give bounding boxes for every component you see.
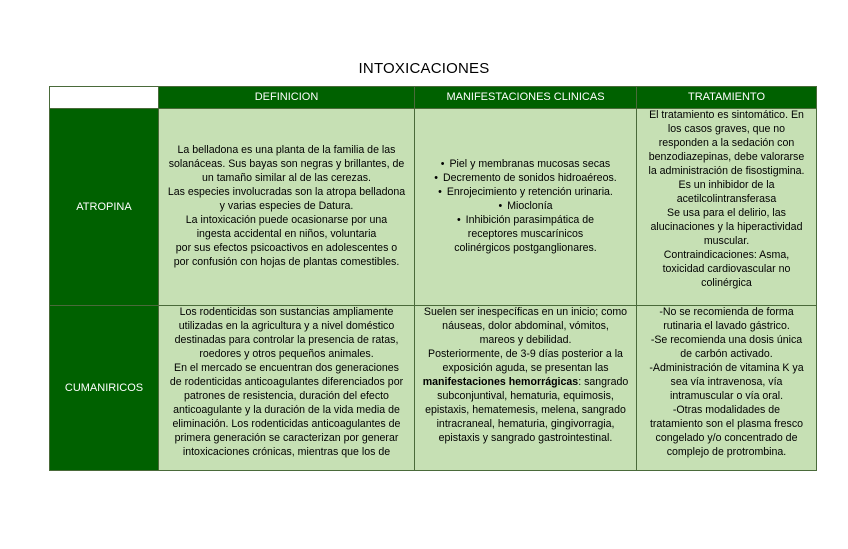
atropina-manifestaciones-list — [418, 158, 633, 256]
atropina-tratamiento-line: Contraindicaciones: Asma, — [663, 248, 790, 261]
cumaniricos-manifestaciones-line: epistaxis, hematemesis, melena, sangrado — [425, 403, 626, 416]
atropina-definicion-line: ingesta accidental en niños, voluntaria — [196, 227, 377, 240]
cumaniricos-manifestaciones-line: mareos y debilidad. — [479, 333, 572, 346]
atropina-definicion-line: Las especies involucradas son la atropa belladona — [167, 186, 406, 199]
bullet-icon: • — [498, 200, 503, 213]
header-manifestaciones: MANIFESTACIONES CLINICAS — [415, 87, 637, 109]
atropina-definicion-line: un tamaño similar al de las cerezas. — [202, 172, 371, 185]
cumaniricos-definicion-line: de rodenticidas anticoagulantes diferenciados por — [169, 375, 404, 388]
cumaniricos-tratamiento-line: de carbón activado. — [680, 347, 773, 360]
atropina-tratamiento-line: alucinaciones y la hiperactividad — [650, 220, 803, 233]
cumaniricos-manifestaciones-line: subconjuntival, hematuria, equimosis, — [437, 389, 614, 402]
cumaniricos-tratamiento-line: -No se recomienda de forma — [659, 306, 794, 318]
cumaniricos-tratamiento-line: sea vía intravenosa, vía — [670, 375, 783, 388]
row-label-cumaniricos: CUMANIRICOS — [50, 306, 159, 471]
atropina-tratamiento-line: toxicidad cardiovascular no — [662, 262, 791, 275]
atropina-tratamiento-line: El tratamiento es sintomático. En — [649, 109, 804, 121]
atropina-definicion-line: La intoxicación puede ocasionarse por una — [185, 213, 388, 226]
cumaniricos-definicion-cell — [159, 306, 415, 471]
list-item-text: Decremento de sonidos hidroaéreos. — [442, 172, 617, 185]
bullet-icon: • — [438, 186, 442, 199]
atropina-tratamiento-line: los casos graves, que no — [667, 122, 786, 135]
cumaniricos-definicion-line: utilizadas en la agricultura y a nivel doméstico — [178, 319, 395, 332]
bullet-icon: • — [434, 172, 438, 185]
page-title: INTOXICACIONES — [358, 60, 490, 77]
table-row-atropina — [50, 109, 817, 306]
cumaniricos-definicion-line: destinadas para controlar la presencia de ratas, — [174, 333, 399, 346]
cumaniricos-tratamiento-line: -Administración de vitamina K ya — [649, 361, 804, 374]
list-item — [418, 186, 633, 200]
cumaniricos-tratamiento-line: complejo de protrombina. — [666, 445, 787, 458]
cumaniricos-tratamiento-line: -Se recomienda una dosis única — [650, 333, 803, 346]
cumaniricos-manifestaciones-line: intracraneal, hematuria, gingivorragia, — [436, 417, 615, 430]
cumaniricos-definicion-line: anticoagulante y la duración de la vida media de — [173, 403, 400, 416]
atropina-tratamiento-line: la administración de fisostigmina. — [648, 164, 805, 177]
header-tratamiento: TRATAMIENTO — [637, 87, 817, 109]
atropina-tratamiento-line: Es un inhibidor de la — [678, 178, 775, 191]
list-item — [418, 158, 633, 172]
cumaniricos-definicion-line: En el mercado se encuentran dos generaciones — [174, 361, 399, 374]
list-item-text: Enrojecimiento y retención urinaria. — [446, 186, 613, 199]
cumaniricos-definicion-line: Los rodenticidas son sustancias ampliamente — [179, 306, 394, 318]
cumaniricos-manifestaciones-bold-line — [418, 376, 633, 390]
atropina-tratamiento-line: muscular. — [703, 234, 750, 247]
cumaniricos-definicion-line: primera generación se caracterizan por generar — [174, 431, 399, 444]
atropina-tratamiento-cell — [637, 109, 817, 306]
list-item — [418, 172, 633, 186]
cumaniricos-manifestaciones-line: náuseas, dolor abdominal, vómitos, — [442, 319, 609, 332]
list-item-text: Piel y membranas mucosas secas — [449, 158, 611, 171]
cumaniricos-tratamiento-line: intramuscular o vía oral. — [669, 389, 784, 402]
header-definicion: DEFINICION — [159, 87, 415, 109]
bold-term: manifestaciones hemorrágicas — [422, 375, 579, 388]
list-item — [418, 214, 633, 256]
atropina-definicion-cell — [159, 109, 415, 306]
header-blank-cell — [50, 87, 159, 109]
atropina-definicion-line: solanáceas. Sus bayas son negras y brillantes, de — [168, 158, 405, 171]
cumaniricos-tratamiento-line: -Otras modalidades de — [672, 403, 781, 416]
cumaniricos-tratamiento-line: rutinaria el lavado gástrico. — [663, 319, 790, 332]
atropina-tratamiento-line: colinérgica — [701, 276, 752, 289]
atropina-tratamiento-line: benzodiazepinas, debe valorarse — [648, 150, 805, 163]
cumaniricos-definicion-line: eliminación. Los rodenticidas anticoagulantes de — [172, 417, 401, 430]
atropina-tratamiento-line: responden a la sedación con — [658, 136, 795, 149]
atropina-tratamiento-line: acetilcolintransferasa — [676, 192, 777, 205]
cumaniricos-tratamiento-cell — [637, 306, 817, 471]
table-row-cumaniricos — [50, 306, 817, 471]
atropina-tratamiento-line: Se usa para el delirio, las — [667, 206, 786, 219]
list-item-text: Mioclonía — [507, 200, 553, 213]
row-label-atropina: ATROPINA — [50, 109, 159, 306]
cumaniricos-tratamiento-line: congelado y/o concentrado de — [655, 431, 798, 444]
intoxicaciones-table — [49, 86, 817, 471]
list-item-text: Inhibición parasimpática de receptores muscarínicos colinérgicos postganglionares. — [454, 213, 597, 254]
atropina-definicion-line: por confusión con hojas de plantas comestibles. — [173, 255, 400, 268]
list-item — [418, 200, 633, 214]
cumaniricos-manifestaciones-line: Suelen ser inespecíficas en un inicio; como — [423, 306, 628, 318]
atropina-definicion-line: por sus efectos psicoactivos en adolescentes o — [175, 241, 398, 254]
bullet-icon: • — [456, 213, 461, 226]
atropina-definicion-line: y varias especies de Datura. — [219, 200, 354, 213]
bullet-icon: • — [440, 158, 445, 171]
cumaniricos-definicion-line: roedores y otros pequeños animales. — [199, 347, 374, 360]
atropina-manifestaciones-cell — [415, 109, 637, 306]
after-bold-text: : sangrado — [578, 375, 629, 388]
cumaniricos-definicion-line: patrones de resistencia, duración del efecto — [184, 389, 389, 402]
cumaniricos-tratamiento-line: tratamiento son el plasma fresco — [649, 417, 804, 430]
atropina-definicion-line: La belladona es una planta de la familia de las — [177, 144, 396, 157]
cumaniricos-manifestaciones-line: epistaxis y sangrado gastrointestinal. — [438, 431, 613, 444]
cumaniricos-manifestaciones-cell — [415, 306, 637, 471]
cumaniricos-manifestaciones-line: Posteriormente, de 3-9 días posterior a la — [428, 347, 623, 360]
cumaniricos-manifestaciones-line: exposición aguda, se presentan las — [442, 361, 609, 374]
header-row — [50, 87, 817, 109]
cumaniricos-definicion-line: intoxicaciones crónicas, mientras que los de — [182, 445, 391, 458]
